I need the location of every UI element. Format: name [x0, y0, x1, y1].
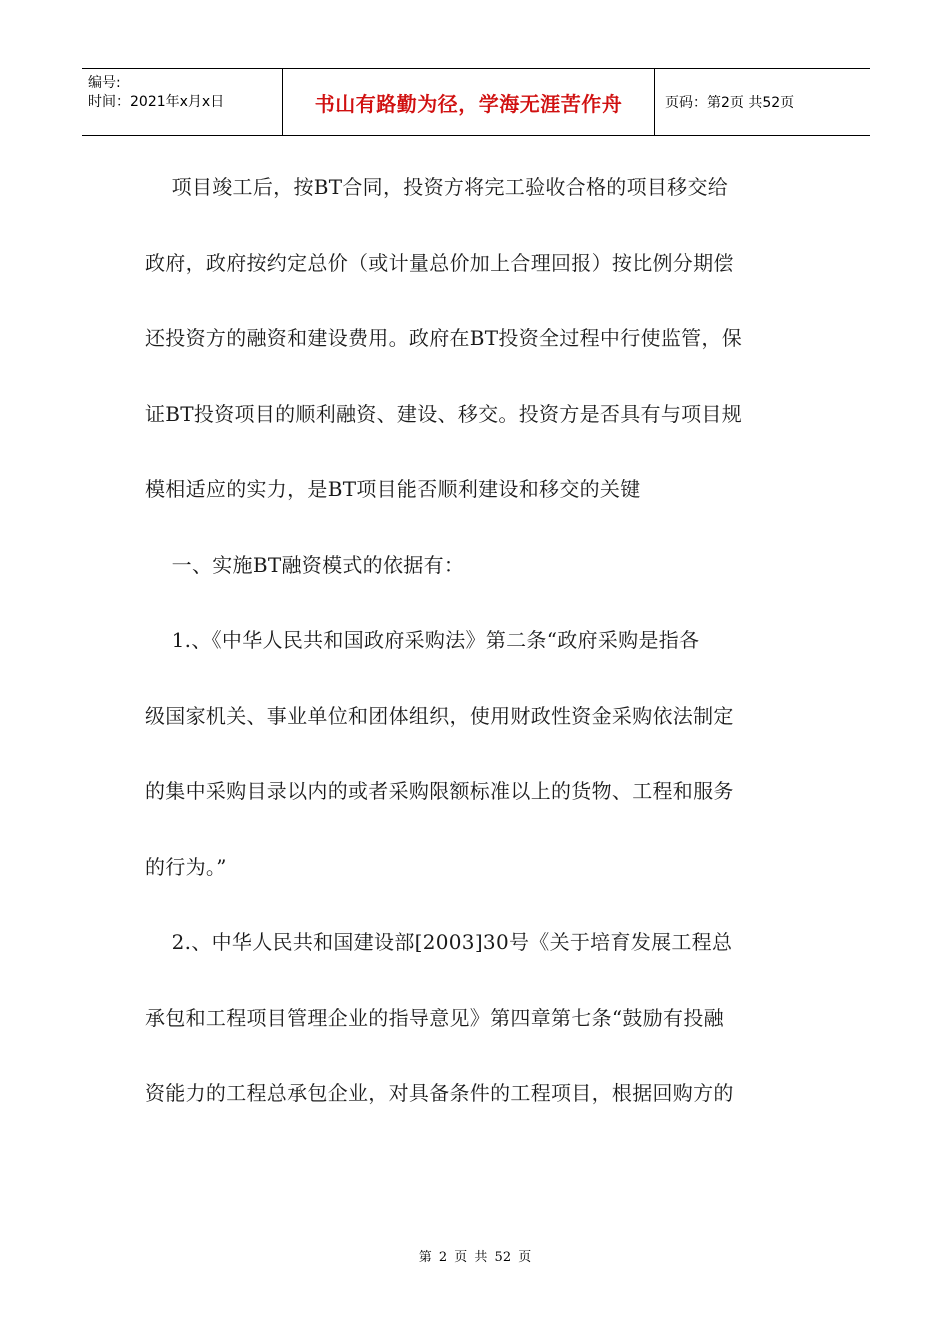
body-line: 2.、中华人民共和国建设部[2003]30号《关于培育发展工程总 — [145, 930, 733, 954]
body-line: 模相适应的实力，是BT项目能否顺利建设和移交的关键 — [145, 477, 641, 501]
header-page-info: 页码：第2页 共52页 — [665, 95, 795, 111]
body-line: 级国家机关、事业单位和团体组织，使用财政性资金采购依法制定 — [145, 703, 734, 728]
body-line: 1.、《中华人民共和国政府采购法》第二条“政府采购是指各 — [145, 628, 700, 652]
document-body — [145, 150, 807, 1132]
header-motto: 书山有路勤为径，学海无涯苦作舟 — [282, 69, 655, 135]
header-meta — [82, 69, 282, 135]
document-number-label: 编号: — [88, 75, 121, 91]
section-heading: 一、实施BT融资模式的依据有： — [145, 552, 465, 577]
body-line: 资能力的工程总承包企业，对具备条件的工程项目，根据回购方的 — [145, 1081, 734, 1105]
body-line: 还投资方的融资和建设费用。政府在BT投资全过程中行使监管，保 — [145, 326, 743, 350]
body-line: 项目竣工后，按BT合同，投资方将完工验收合格的项目移交给 — [145, 175, 729, 199]
body-line: 的集中采购目录以内的或者采购限额标准以上的货物、工程和服务 — [145, 779, 734, 803]
document-header — [82, 68, 870, 136]
body-line: 承包和工程项目管理企业的指导意见》第四章第七条“鼓励有投融 — [145, 1005, 724, 1030]
document-date: 时间：2021年x月x日 — [88, 94, 225, 110]
body-line: 政府，政府按约定总价（或计量总价加上合理回报）按比例分期偿 — [145, 250, 734, 275]
page-footer: 第 2 页 共 52 页 — [418, 1250, 532, 1265]
body-line: 的行为。” — [145, 854, 227, 879]
body-line: 证BT投资项目的顺利融资、建设、移交。投资方是否具有与项目规 — [145, 401, 743, 426]
